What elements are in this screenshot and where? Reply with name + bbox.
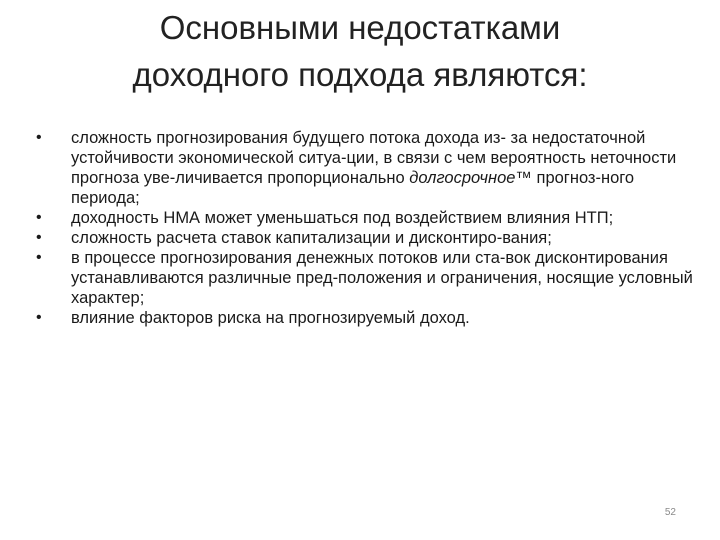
bullet-list (36, 128, 696, 328)
bullet-text: влияние факторов риска на прогнозируемый доход. (71, 309, 470, 327)
bullet-item (36, 128, 696, 208)
bullet-item (36, 248, 696, 308)
bullet-marker: • (36, 129, 42, 146)
bullet-text-italic: долгосрочное™ (409, 169, 532, 187)
bullet-text: в процессе прогнозирования денежных потоков или ста-вок дисконтирования устанавливаются различные пред-положения и ограничения, носящие условный характер; (71, 249, 693, 307)
bullet-marker: • (36, 229, 42, 246)
page-number: 52 (664, 507, 676, 518)
bullet-marker: • (36, 309, 42, 326)
bullet-text: сложность расчета ставок капитализации и дисконтиро-вания; (71, 229, 552, 247)
bullet-item (36, 308, 696, 328)
bullet-marker: • (36, 209, 42, 226)
bullet-text: прогноз-ного периода; (71, 169, 635, 207)
slide-title (0, 4, 720, 98)
bullet-item (36, 228, 696, 248)
bullet-text: доходность НМА может уменьшаться под воздействием влияния НТП; (71, 209, 614, 227)
slide-title-line-1: Основными недостатками (159, 9, 561, 46)
bullet-text: сложность прогнозирования будущего потока дохода из- за недостаточной устойчивости экономической ситуа-ции, в связи с чем вероятность неточности прогноза уве-личивается пропорционально (71, 129, 677, 187)
slide-title-line-2: доходного подхода являются: (132, 56, 588, 93)
bullet-marker: • (36, 249, 42, 266)
bullet-item (36, 208, 696, 228)
